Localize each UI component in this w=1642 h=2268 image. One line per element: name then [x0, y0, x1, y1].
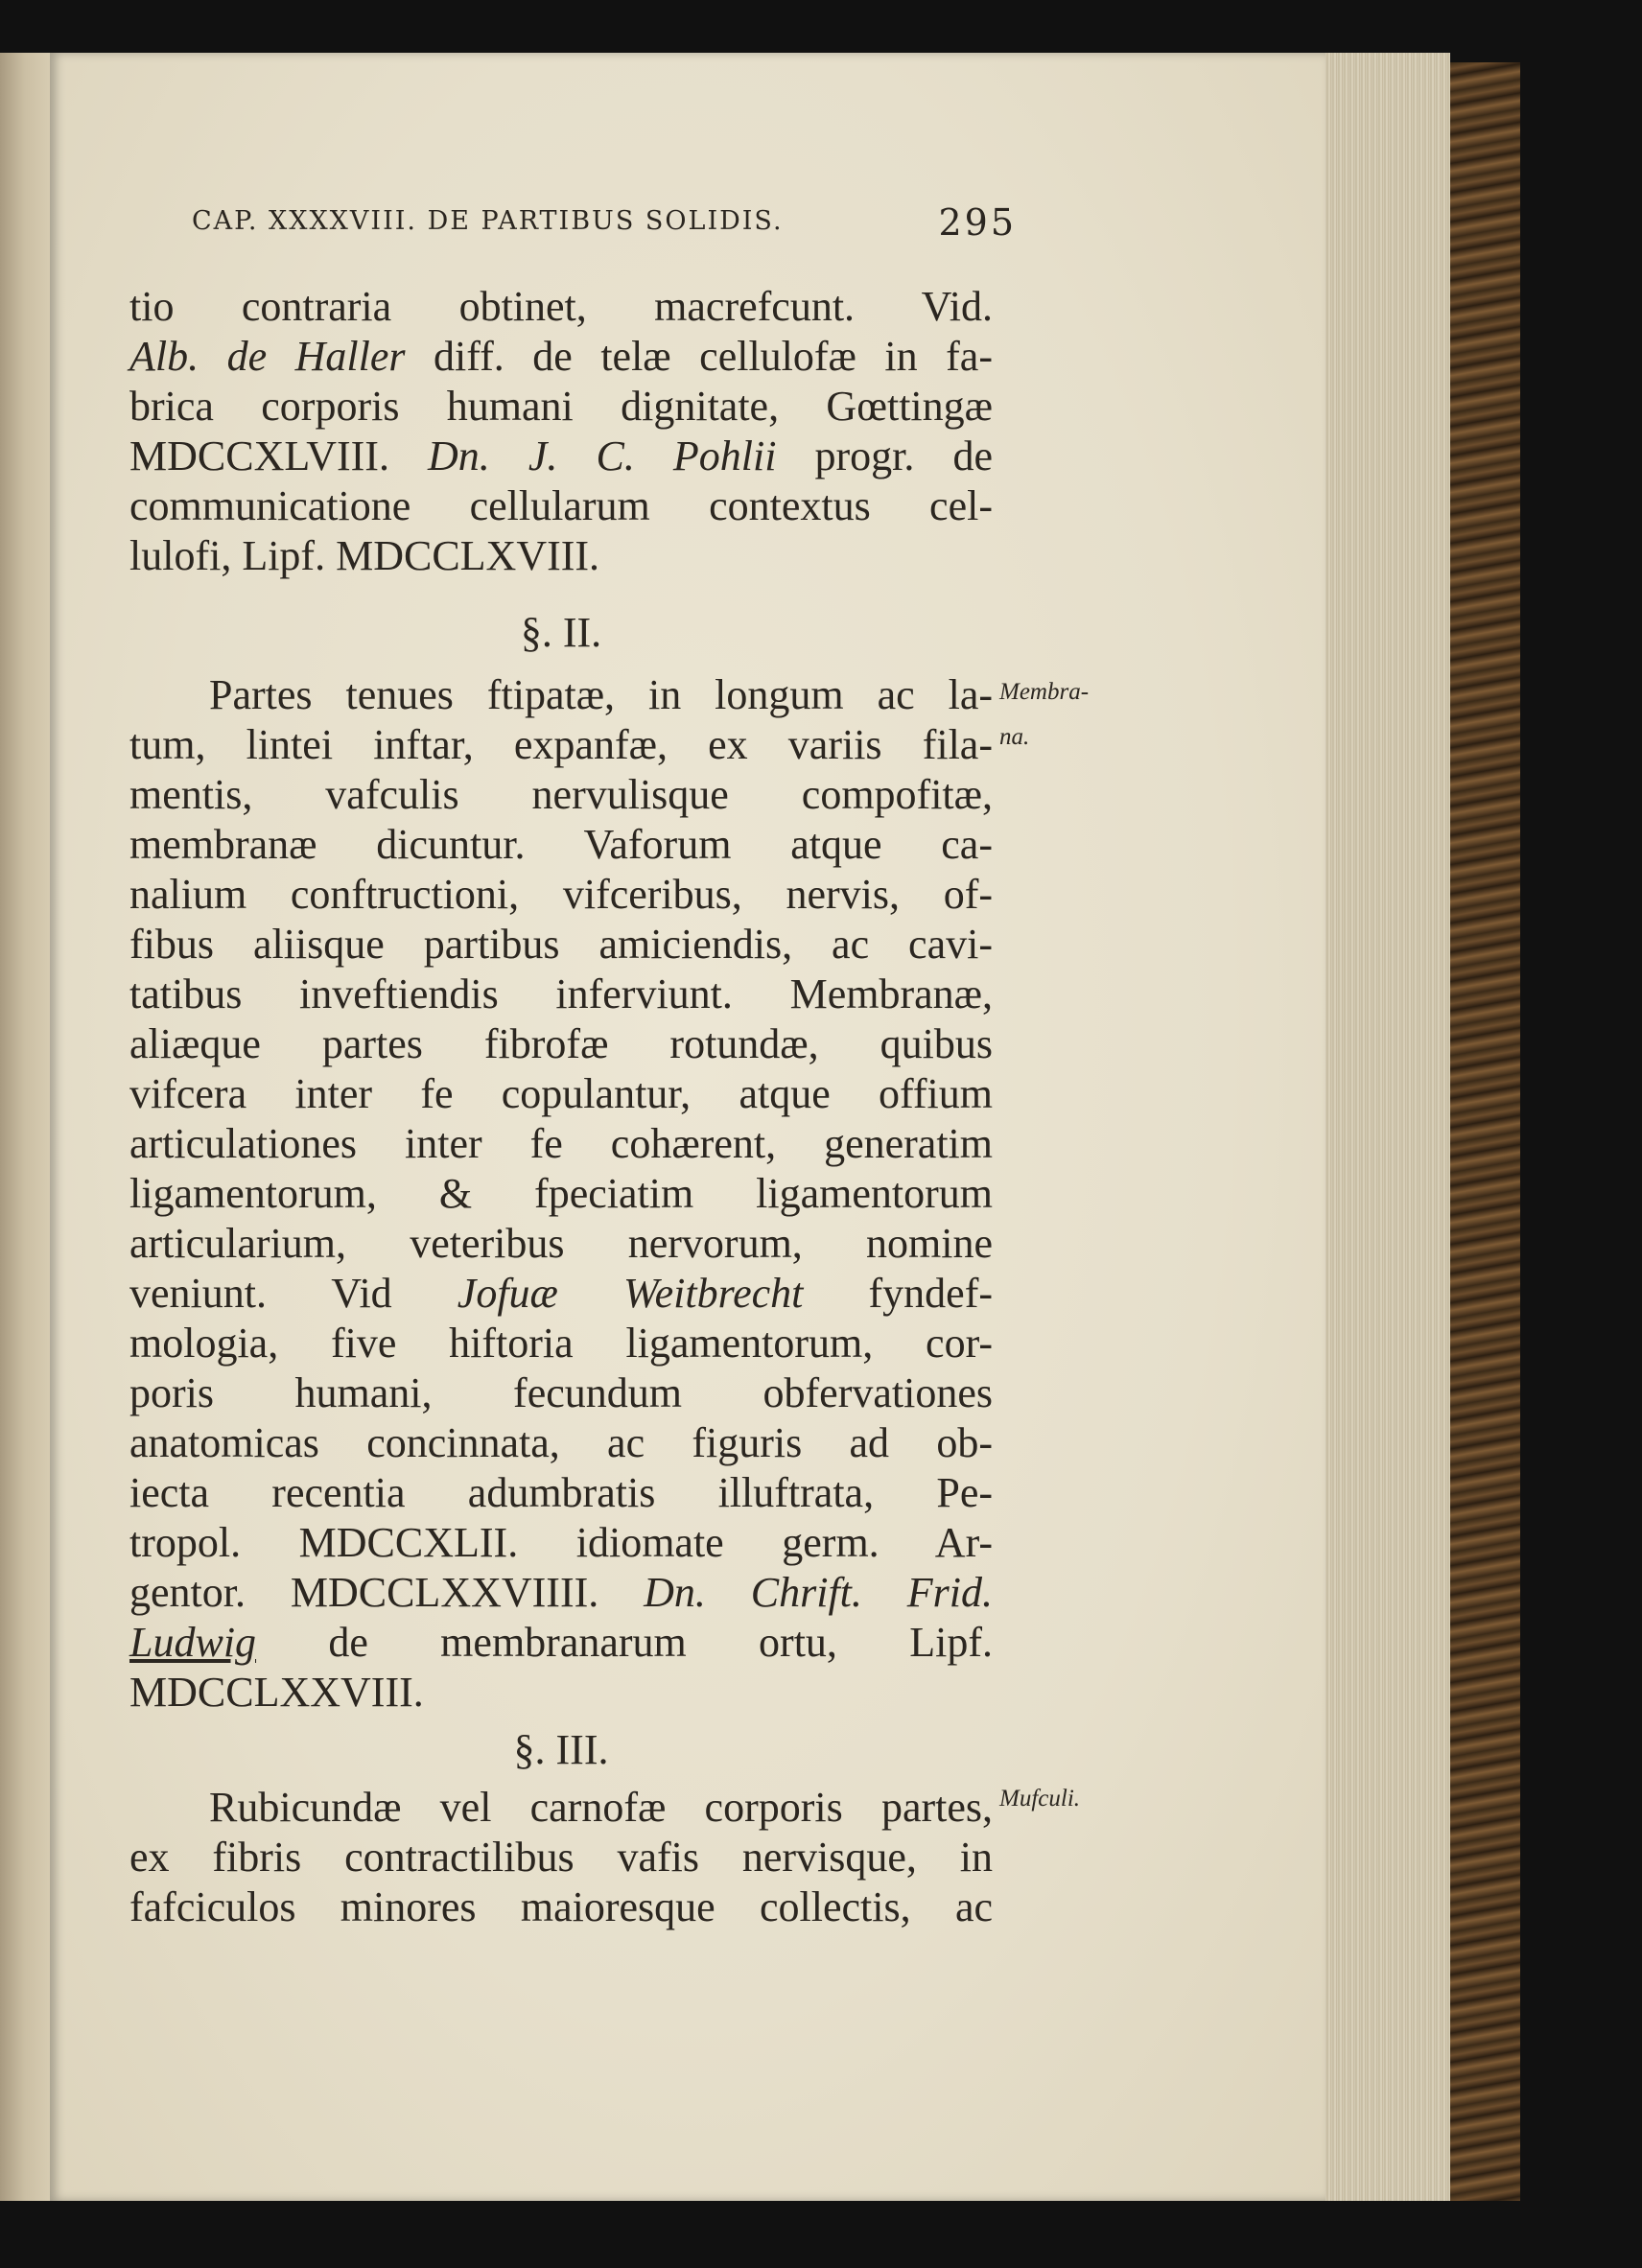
running-header: [192, 201, 1017, 245]
text-line: tatibus inveftiendis inferviunt. Membranæ,: [129, 970, 993, 1017]
text-line: communicatione cellularum contextus cel-: [129, 482, 993, 529]
text-line: mentis, vafculis nervulisque compofitæ,: [129, 771, 993, 818]
margin-note: Mufculi.: [999, 1786, 1081, 1812]
page-number: 295: [938, 201, 1017, 244]
text-line: poris humani, fecundum obfervationes: [129, 1369, 993, 1416]
section-heading: §. II.: [520, 609, 602, 656]
running-head: CAP. XXXXVIII. DE PARTIBUS SOLIDIS.: [192, 206, 784, 236]
text-line: fibus aliisque partibus amiciendis, ac cavi-: [129, 921, 993, 968]
text-line: nalium conftructioni, vifceribus, nervis, of-: [129, 871, 993, 918]
text-line: Ludwig de membranarum ortu, Lipf.: [129, 1619, 993, 1666]
text-line: anatomicas concinnata, ac figuris ad ob-: [129, 1419, 993, 1466]
margin-note: Membra-: [999, 679, 1090, 705]
text-line: Alb. de Haller diff. de telæ cellulofæ in fa-: [129, 333, 993, 380]
section-heading: §. III.: [513, 1726, 609, 1773]
text-line: tio contraria obtinet, macrefcunt. Vid.: [129, 283, 993, 330]
text-line: aliæque partes fibrofæ rotundæ, quibus: [129, 1020, 993, 1067]
italic-name: Dn. J. C. Pohlii: [428, 433, 777, 479]
text-line: MDCCXLVIII. Dn. J. C. Pohlii progr. de: [129, 433, 993, 479]
text-line: mologia, five hiftoria ligamentorum, cor-: [129, 1320, 993, 1367]
text-line: lulofi, Lipf. MDCCLXVIII.: [129, 532, 600, 579]
text-line: articularium, veteribus nervorum, nomine: [129, 1220, 993, 1267]
italic-name: Jofuæ Weitbrecht: [457, 1270, 804, 1317]
previous-page-edge: [0, 53, 50, 2201]
page-stack-edge: [1325, 53, 1450, 2201]
text-line: MDCCLXXVIII.: [129, 1669, 424, 1716]
text-line: fafciculos minores maioresque collectis, ac: [129, 1883, 993, 1930]
text-line: membranæ dicuntur. Vaforum atque ca-: [129, 821, 993, 868]
text-line: ex fibris contractilibus vafis nervisque, in: [129, 1834, 993, 1881]
book-cover: [1450, 62, 1520, 2201]
text-line: Partes tenues ftipatæ, in longum ac la-: [209, 671, 993, 718]
italic-name: Dn. Chrift. Frid.: [644, 1569, 993, 1616]
text-line: Rubicundæ vel carnofæ corporis partes,: [209, 1784, 993, 1831]
text-line: iecta recentia adumbratis illuftrata, Pe-: [129, 1469, 993, 1516]
text-line: brica corporis humani dignitate, Gœttingæ: [129, 383, 993, 430]
text-line: vifcera inter fe copulantur, atque offium: [129, 1070, 993, 1117]
text-line: tum, lintei inftar, expanfæ, ex variis fila-: [129, 721, 993, 768]
text-line: tropol. MDCCXLII. idiomate germ. Ar-: [129, 1519, 993, 1566]
text-line: gentor. MDCCLXXVIIII. Dn. Chrift. Frid.: [129, 1569, 993, 1616]
italic-name: Alb. de Haller: [129, 333, 406, 380]
italic-name: Ludwig: [129, 1619, 257, 1666]
text-line: veniunt. Vid Jofuæ Weitbrecht fyndef-: [129, 1270, 993, 1317]
text-line: ligamentorum, & fpeciatim ligamentorum: [129, 1170, 993, 1217]
text-line: articulationes inter fe cohærent, generatim: [129, 1120, 993, 1167]
margin-note: na.: [999, 724, 1030, 750]
